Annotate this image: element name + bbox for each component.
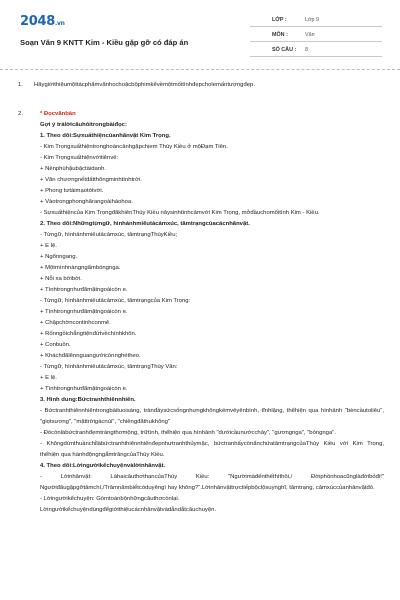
answer-line: - Lờinhânvật: LàhaicâuthơthancủaThúy Kiều: "Ngườimàđếnthếthìthôi,/ Đờiphồnhoacũnglàđờibỏđi!" Ngườiđãugặpgỡtâmchí,/Trămnămbiếtcóduyêngì hay không?".Lờinhânvậttrựctiếpbộclộsuynghĩ, tâmtrạng, cảmxúccủanhânvậtđó. (40, 474, 384, 491)
answer-line: - Từngữ, hìnhảnhmiêutảcảmxúc, tâmtrạngThúyKiều; (40, 232, 178, 238)
meta-label: SỐ CÂU : (272, 47, 297, 53)
answer-line: Lờingườikểchuyệndùngđểgiớithiệucácnhânvậtvàdẫndắtcâuchuyện. (40, 507, 217, 513)
answer-line: - Bứctranhthiênnhiêntrongbàituoisáng, trànđầysứcsốngnhưngkhôngkémvẻyênbình, tĩnhlặng, thểhiện qua hìnhảnh "bèncầutoliêu", "giọtsương", "mặttrờigácnúi", "chiêngđãthukhông" (40, 408, 384, 425)
sub-heading: 2. Theo dõi:Nhữngtừngữ, hìnhảnhmiêutảcảmxúc, tâmtrạngcủacácnhânvật. (40, 221, 250, 227)
answer-line: - Sựxuấthiệncủa Kim TrọngđãkhiênThúy Kiều nảysinhtìnhcảmvới Kim Trọng, mởđầuchomốitình Kim - Kiều. (40, 210, 320, 216)
sub-heading: 4. Theo dõi:Lờingườikểchuyệnvàlờinhânvật. (40, 463, 166, 469)
question-number: 2. (18, 111, 23, 117)
answer-line: + Nềnphùhậubậctàidanh. (40, 166, 106, 172)
sub-heading: 3. Hình dung:Bứctranhthiênnhiên. (40, 397, 136, 403)
answer-line: + Tìnhtrongnhưđãmặtngoàicòn e. (40, 309, 128, 315)
meta-label: MÔN : (272, 32, 288, 38)
answer-line: + Chậpchờncontinhconmê. (40, 320, 111, 326)
answer-line: - Từngữ, hìnhảnhmiêutảcảmxúc, tâmtrạngcủa Kim Trọng: (40, 298, 191, 304)
meta-row-class (250, 12, 382, 27)
answer-line: + Conbuồn. (40, 342, 71, 348)
answer-line: + E lệ. (40, 243, 57, 249)
answer-line: + Ngổnngang. (40, 254, 78, 260)
meta-row-subject (250, 27, 382, 42)
document-body (18, 80, 384, 516)
document-header (18, 12, 383, 64)
question-1 (18, 80, 384, 91)
section-heading: * Đọcvănbản (40, 111, 76, 117)
document-title: Soạn Văn 9 KNTT Kim - Kiều gặp gỡ có đáp án (20, 38, 189, 47)
answer-line: + Tìnhtrongnhưđãmặtngoàicòn e. (40, 287, 128, 293)
answer-heading: Gợi ý trảlờicâuhỏitrongbàiđọc: (40, 122, 127, 128)
answer-line: + Văn chươngnếtđấtthôngminhtínhtrời. (40, 177, 142, 183)
meta-label: LỚP : (272, 17, 287, 23)
logo-suffix: .vn (54, 20, 65, 27)
answer-line: - Khôngdừnthuầnchỉlàbứctranhthiênnhiênđẹpnhưtranhthủymặc, bứctranhấycònẩnchứatâmtrạngcủaThúy Kiều với Kim Trọng, thểhiện qua hànhđộngngắmtrăngcủaThúy Kiều. (40, 441, 384, 458)
answer-line: + E lệ. (40, 375, 57, 381)
sub-heading: 1. Theo dõi:Sựxuấthiệncủanhânvật Kim Trọng. (40, 133, 171, 139)
answer-line: + Kháchđãlênnguangướicònnghétheo. (40, 353, 141, 359)
question-2 (18, 109, 384, 516)
answer-line: - Kim Trọngxuấthiệnvớitiênvẻ: (40, 155, 119, 161)
answer-line: - Lờingườikểchuyện: Gòmtoànbộnhữngcâuthơcònlại. (40, 496, 180, 502)
answer-line: + Phong tưtàimạotótvời. (40, 188, 104, 194)
header-divider (0, 69, 400, 70)
question-text: Hãygiớithiệumộttácphẩmvănhọchoặcbộphimkểvềmộtmốitìnhđẹpcholemấntượngđẹp. (34, 82, 255, 88)
answer-line: + Vàotrongphonghãrangoàiháohoa. (40, 199, 133, 205)
meta-value: 8 (305, 47, 308, 53)
meta-row-question-count (250, 42, 382, 57)
answer-line: - Đócònlàbứctranhđẹmtrángthơmộng, trữtình, thểhiện qua hìnhảnh "dướicầunướcchảy", "gươngnga", "bóngnga". (40, 430, 336, 436)
question-number: 1. (18, 82, 23, 88)
answer-line: + Mộtmìnhnàngngẩmbóngnga. (40, 265, 121, 271)
site-logo[interactable] (20, 14, 65, 29)
answer-line: + Rốnngồichẳngtiệnđứtvềchínhkhôn. (40, 331, 137, 337)
answer-line: - Kim Trọngxuấthiệntronghoàncảnhgặpchịem Thúy Kiều ở mộĐạm Tiên. (40, 144, 228, 150)
meta-table (250, 12, 382, 57)
logo-main: 2048 (20, 14, 55, 29)
answer-line: + Tìnhtrongnhưđãmặtngoàicòn e. (40, 386, 128, 392)
answer-line: - Từngữ, hìnhảnhmiêutảcảmxúc, tâmtrạngThúy Vân: (40, 364, 178, 370)
meta-value: Lớp 9 (305, 17, 320, 23)
answer-line: + Nỗi xa bờibời. (40, 276, 82, 282)
meta-value: Văn (305, 32, 315, 38)
